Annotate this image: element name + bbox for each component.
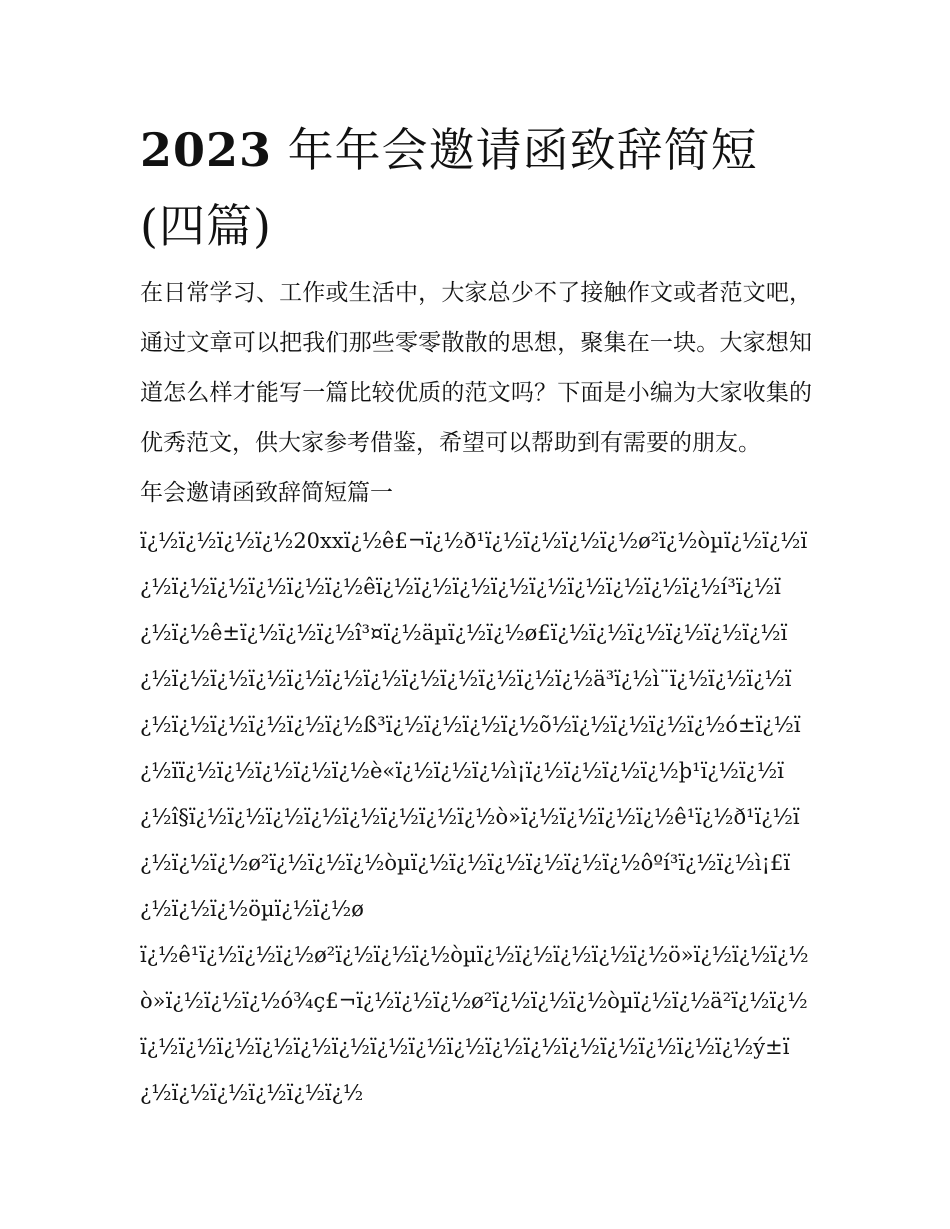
garbled-paragraph-1: ï¿½ï¿½ï¿½ï¿½20xxï¿½ê£¬ï¿½ð¹ï¿½ï¿½ï¿½ï¿½ø²ï¿½òµï¿½ï¿½ï¿½ï¿½ï¿½ï¿½ï¿½ï¿½êï¿½ï¿½ï¿½ï¿½ï¿½ï¿½ï¿½ï¿½ï¿½í³ï¿½ï¿½ï¿½ê±ï¿½ï¿½ï¿½î³¤ï¿½äµï¿½ï¿½ø£ï¿½ï¿½ï¿½ï¿½ï¿½ï¿½ï¿½ï¿½ï¿½ï¿½ï¿½ï¿½ï¿½ï¿½ï¿½ï¿½ï¿½ï¿½ä³ï¿½ì¨ï¿½ï¿½ï¿½ï¿½ï¿½ï¿½ï¿½ï¿½ï¿½ß³ï¿½ï¿½ï¿½ï¿½õ½ï¿½ï¿½ï¿½ï¿½ó±ï¿½ï¿½ïï¿½ï¿½ï¿½ï¿½ï¿½è«ï¿½ï¿½ï¿½ì¡ï¿½ï¿½ï¿½ï¿½þ¹ï¿½ï¿½ï¿½î§ï¿½ï¿½ï¿½ï¿½ï¿½ï¿½ï¿½ï¿½ò»ï¿½ï¿½ï¿½ï¿½ê¹ï¿½ð¹ï¿½ï¿½ï¿½ï¿½ø²ï¿½ï¿½ï¿½òµï¿½ï¿½ï¿½ï¿½ï¿½ï¿½ôºí³ï¿½ï¿½ì¡£ï¿½ï¿½ï¿½öµï¿½ï¿½ø bbox=[140, 529, 808, 921]
garbled-paragraph-2: ï¿½ê¹ï¿½ï¿½ï¿½ø²ï¿½ï¿½ï¿½òµï¿½ï¿½ï¿½ï¿½ï¿½ö»ï¿½ï¿½ï¿½ò»ï¿½ï¿½ï¿½ó¾ç£¬ï¿½ï¿½ï¿½ø²ï¿½ï¿½ï¿½òµï¿½ï¿½ä²ï¿½ï¿½ï¿½ï¿½ï¿½ï¿½ï¿½ï¿½ï¿½ï¿½ï¿½ï¿½ï¿½ï¿½ï¿½ï¿½ï¿½ï¿½ý±ï¿½ï¿½ï¿½ï¿½ï¿½ï¿½ bbox=[140, 943, 809, 1105]
section-heading: 年会邀请函致辞简短篇一 bbox=[140, 480, 393, 506]
intro-paragraph: 在日常学习、工作或生活中，大家总少不了接触作文或者范文吧，通过文章可以把我们那些零零散散的思想，聚集在一块。大家想知道怎么样才能写一篇比较优质的范文吗？下面是小编为大家收集的优秀范文，供大家参考借鉴，希望可以帮助到有需要的朋友。 bbox=[140, 280, 812, 456]
title-year: 2023 bbox=[140, 123, 273, 177]
document-page bbox=[140, 112, 812, 1116]
title-text: 年年会邀请函致辞简短(四篇) bbox=[140, 123, 758, 253]
document-title bbox=[140, 112, 812, 264]
